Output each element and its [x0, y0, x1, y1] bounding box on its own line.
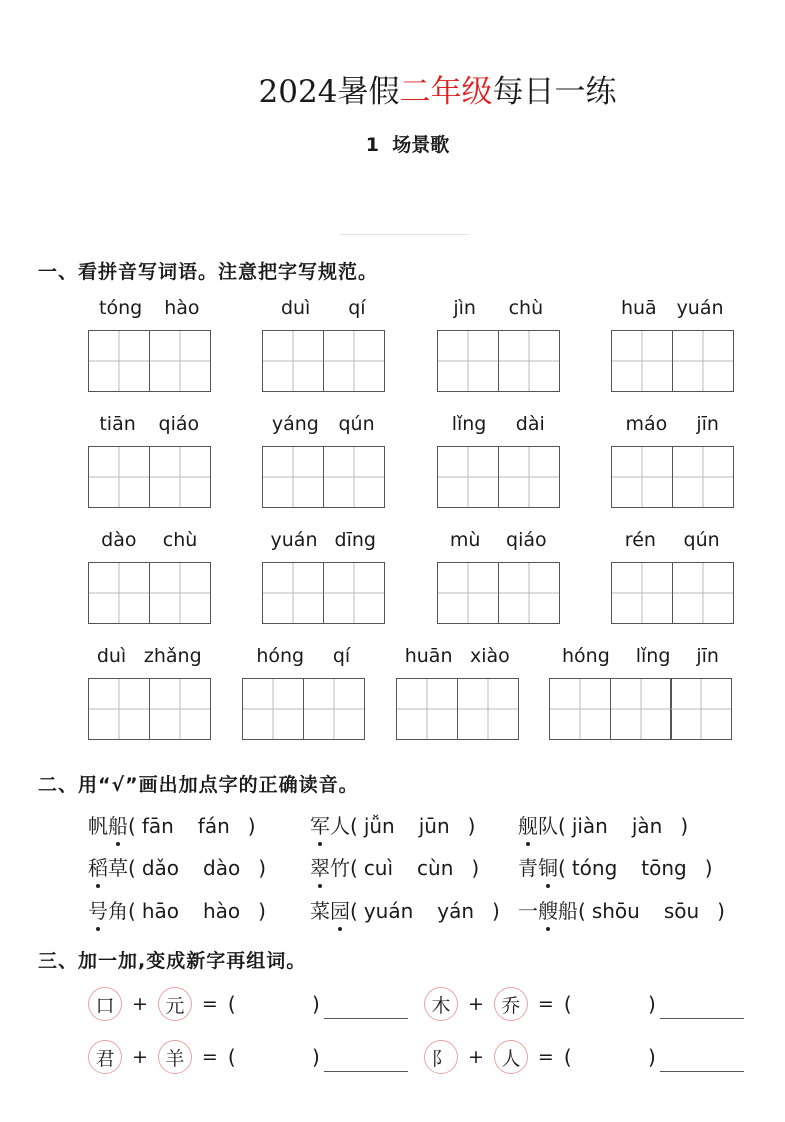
reading-item — [310, 852, 479, 881]
writing-cell[interactable] — [611, 562, 673, 624]
component-a: 口 — [88, 987, 122, 1021]
reading-item — [88, 895, 266, 924]
character: 帆 — [88, 814, 108, 838]
writing-grid — [437, 446, 558, 508]
writing-cell[interactable] — [323, 446, 385, 508]
pinyin-syllable: rén — [624, 529, 656, 551]
component-b: 羊 — [158, 1040, 192, 1074]
pinyin-label — [549, 645, 732, 671]
word-blank[interactable] — [324, 1043, 408, 1072]
writing-grid — [88, 446, 209, 508]
open-paren: ( — [558, 856, 566, 880]
dotted-character: 铜 — [538, 852, 558, 881]
plus-sign: + — [132, 1046, 148, 1068]
writing-cell[interactable] — [88, 678, 150, 740]
answer-paren[interactable] — [228, 992, 320, 1016]
pinyin-syllable: duì — [96, 645, 127, 667]
writing-cell[interactable] — [672, 562, 734, 624]
writing-cell[interactable] — [323, 562, 385, 624]
section2-heading: 二、用“√”画出加点字的正确读音。 — [38, 774, 359, 796]
divider — [340, 234, 470, 235]
writing-cell[interactable] — [437, 330, 499, 392]
section1-heading: 一、看拼音写词语。注意把字写规范。 — [38, 261, 379, 283]
reading-item — [88, 810, 256, 839]
open-paren: ( — [563, 1045, 572, 1069]
pinyin-syllable: yuán — [676, 297, 724, 319]
pinyin-syllable: qí — [332, 645, 351, 667]
pinyin-syllable: tóng — [99, 297, 143, 319]
writing-cell[interactable] — [323, 330, 385, 392]
pinyin-syllable: mù — [449, 529, 481, 551]
writing-grid — [88, 562, 209, 624]
component-b: 元 — [158, 987, 192, 1021]
close-paren: ) — [471, 856, 480, 880]
equals-sign: = — [201, 993, 218, 1015]
pinyin-label — [611, 413, 734, 439]
dotted-character: 舰 — [518, 810, 538, 839]
equation — [424, 1037, 744, 1077]
pinyin-syllable: huān — [404, 645, 453, 667]
pinyin-syllable: yuán — [270, 529, 318, 551]
pronunciation-option[interactable]: cuì — [363, 856, 394, 880]
dotted-character: 艘 — [538, 895, 558, 924]
reading-item — [518, 852, 713, 881]
open-paren: ( — [578, 899, 586, 923]
component-b: 人 — [494, 1040, 528, 1074]
writing-grid — [437, 330, 558, 392]
plus-sign: + — [468, 993, 484, 1015]
writing-grid — [88, 678, 209, 740]
pinyin-syllable: qiáo — [158, 413, 200, 435]
writing-grid — [611, 330, 732, 392]
pinyin-syllable: qí — [348, 297, 366, 319]
open-paren: ( — [128, 856, 136, 880]
equation-row — [88, 1037, 748, 1077]
open-paren: ( — [128, 814, 136, 838]
open-paren: ( — [350, 899, 358, 923]
pinyin-label — [611, 297, 734, 323]
writing-cell[interactable] — [457, 678, 519, 740]
pinyin-label — [242, 645, 365, 671]
pinyin-syllable: lǐng — [451, 413, 487, 435]
writing-cell[interactable] — [610, 678, 672, 740]
writing-cell[interactable] — [611, 446, 673, 508]
close-paren: ) — [312, 992, 320, 1016]
word-blank[interactable] — [660, 1043, 744, 1072]
dotted-character: 翠 — [310, 852, 330, 881]
pinyin-label — [262, 413, 385, 439]
writing-cell[interactable] — [149, 562, 211, 624]
pinyin-syllable: jīn — [696, 645, 719, 667]
pinyin-syllable: qiáo — [506, 529, 547, 551]
pinyin-syllable: zhǎng — [143, 645, 202, 667]
pinyin-label — [437, 413, 560, 439]
writing-grid — [549, 678, 731, 740]
writing-grid — [262, 562, 383, 624]
writing-cell[interactable] — [149, 678, 211, 740]
pinyin-label — [396, 645, 519, 671]
dotted-character: 船 — [108, 810, 128, 839]
close-paren: ) — [467, 814, 476, 838]
pronunciation-option[interactable]: cùn — [417, 856, 454, 880]
pinyin-label — [262, 297, 385, 323]
equation — [424, 984, 744, 1024]
open-paren: ( — [563, 992, 572, 1016]
writing-grid — [611, 446, 732, 508]
writing-cell[interactable] — [303, 678, 365, 740]
pinyin-syllable: máo — [625, 413, 668, 435]
writing-cell[interactable] — [670, 678, 732, 740]
close-paren: ) — [492, 899, 500, 923]
close-paren: ) — [258, 856, 266, 880]
reading-item — [88, 852, 266, 881]
dotted-character: 稻 — [88, 852, 108, 881]
writing-cell[interactable] — [672, 446, 734, 508]
writing-cell[interactable] — [437, 562, 499, 624]
character: 人 — [330, 814, 350, 838]
writing-cell[interactable] — [242, 678, 304, 740]
writing-grid — [396, 678, 517, 740]
pinyin-label — [611, 529, 734, 555]
open-paren: ( — [128, 899, 136, 923]
reading-item — [310, 810, 475, 839]
pinyin-label — [262, 529, 385, 555]
answer-paren[interactable] — [564, 1045, 656, 1069]
writing-cell[interactable] — [88, 562, 150, 624]
equation — [88, 1037, 408, 1077]
equals-sign: = — [537, 993, 554, 1015]
pinyin-syllable: jīn — [696, 413, 719, 435]
writing-grid — [437, 562, 558, 624]
dotted-character: 号 — [88, 895, 108, 924]
character: 菜 — [310, 899, 330, 923]
writing-cell[interactable] — [149, 330, 211, 392]
pinyin-syllable: jìn — [453, 297, 476, 319]
pronunciation-option[interactable]: yán — [437, 899, 475, 923]
pronunciation-option[interactable]: hāo — [141, 899, 179, 923]
pinyin-syllable: dīng — [334, 529, 376, 551]
pinyin-syllable: lǐng — [635, 645, 671, 667]
pinyin-label — [88, 645, 211, 671]
lesson-title: 1 场景歌 — [365, 134, 450, 156]
pinyin-label — [88, 529, 211, 555]
character: 竹 — [330, 856, 350, 880]
pinyin-syllable: hóng — [561, 645, 610, 667]
reading-item — [310, 895, 500, 924]
pinyin-syllable: huā — [620, 297, 657, 319]
writing-cell[interactable] — [611, 330, 673, 392]
character: 青 — [518, 856, 538, 880]
pinyin-syllable: qún — [338, 413, 375, 435]
writing-cell[interactable] — [498, 330, 560, 392]
pronunciation-option[interactable]: yuán — [363, 899, 414, 923]
writing-cell[interactable] — [498, 446, 560, 508]
writing-grid — [611, 562, 732, 624]
plus-sign: + — [132, 993, 148, 1015]
character: 角 — [108, 899, 128, 923]
pronunciation-option[interactable]: dǎo — [141, 856, 179, 880]
pronunciation-option[interactable]: shōu — [591, 899, 640, 923]
pinyin-syllable: dài — [515, 413, 545, 435]
pronunciation-option[interactable]: sōu — [663, 899, 700, 923]
dotted-character: 园 — [330, 895, 350, 924]
equals-sign: = — [201, 1046, 218, 1068]
pinyin-syllable: qún — [683, 529, 720, 551]
pronunciation-option[interactable]: tōng — [641, 856, 687, 880]
pinyin-label — [437, 529, 560, 555]
word-blank[interactable] — [324, 990, 408, 1019]
page-title: 2024暑假二年级每日一练 — [258, 74, 617, 110]
component-a: 君 — [88, 1040, 122, 1074]
close-paren: ) — [717, 899, 725, 923]
pronunciation-option[interactable]: jǚn — [363, 814, 395, 838]
character: 队 — [538, 814, 558, 838]
equation — [88, 984, 408, 1024]
pronunciation-option[interactable]: jàn — [631, 814, 663, 838]
answer-paren[interactable] — [228, 1045, 320, 1069]
pinyin-syllable: chù — [162, 529, 198, 551]
writing-grid — [262, 330, 383, 392]
writing-grid — [262, 446, 383, 508]
grade-highlight: 二年级 — [399, 74, 493, 110]
pronunciation-option[interactable]: tóng — [571, 856, 618, 880]
character: 船 — [558, 899, 578, 923]
pronunciation-option[interactable]: hào — [202, 899, 241, 923]
writing-cell[interactable] — [262, 562, 324, 624]
pinyin-syllable: hóng — [256, 645, 305, 667]
pronunciation-option[interactable]: dào — [203, 856, 241, 880]
reading-item — [518, 895, 725, 924]
pronunciation-option[interactable]: fán — [197, 814, 230, 838]
writing-cell[interactable] — [396, 678, 458, 740]
writing-cell[interactable] — [549, 678, 611, 740]
writing-grid — [88, 330, 209, 392]
character: 草 — [108, 856, 128, 880]
writing-cell[interactable] — [88, 446, 150, 508]
pronunciation-option[interactable]: fān — [141, 814, 174, 838]
close-paren: ) — [247, 814, 256, 838]
close-paren: ) — [680, 814, 689, 838]
plus-sign: + — [468, 1046, 484, 1068]
pinyin-syllable: tiān — [99, 413, 136, 435]
equation-row — [88, 984, 748, 1024]
equals-sign: = — [537, 1046, 554, 1068]
close-paren: ) — [648, 1045, 656, 1069]
pinyin-syllable: chù — [508, 297, 544, 319]
component-a: 阝 — [424, 1040, 458, 1074]
open-paren: ( — [227, 1045, 236, 1069]
open-paren: ( — [558, 814, 566, 838]
character: 一 — [518, 899, 538, 923]
open-paren: ( — [350, 856, 358, 880]
word-blank[interactable] — [660, 990, 744, 1019]
answer-paren[interactable] — [564, 992, 656, 1016]
writing-cell[interactable] — [262, 446, 324, 508]
close-paren: ) — [704, 856, 713, 880]
writing-cell[interactable] — [88, 330, 150, 392]
pinyin-syllable: dào — [101, 529, 137, 551]
writing-cell[interactable] — [262, 330, 324, 392]
writing-grid — [242, 678, 363, 740]
component-a: 木 — [424, 987, 458, 1021]
component-b: 乔 — [494, 987, 528, 1021]
pronunciation-option[interactable]: jiàn — [571, 814, 608, 838]
writing-cell[interactable] — [672, 330, 734, 392]
dotted-character: 军 — [310, 810, 330, 839]
pinyin-label — [437, 297, 560, 323]
writing-cell[interactable] — [437, 446, 499, 508]
section3-heading: 三、加一加,变成新字再组词。 — [38, 950, 307, 972]
pinyin-syllable: hào — [164, 297, 200, 319]
open-paren: ( — [350, 814, 358, 838]
writing-cell[interactable] — [149, 446, 211, 508]
reading-item — [518, 810, 688, 839]
pinyin-syllable: yáng — [271, 413, 319, 435]
pinyin-syllable: duì — [280, 297, 311, 319]
close-paren: ) — [258, 899, 266, 923]
pronunciation-option[interactable]: jūn — [418, 814, 450, 838]
pinyin-label — [88, 413, 211, 439]
close-paren: ) — [312, 1045, 320, 1069]
pinyin-syllable: xiào — [469, 645, 510, 667]
pinyin-label — [88, 297, 211, 323]
close-paren: ) — [648, 992, 656, 1016]
writing-cell[interactable] — [498, 562, 560, 624]
open-paren: ( — [227, 992, 236, 1016]
